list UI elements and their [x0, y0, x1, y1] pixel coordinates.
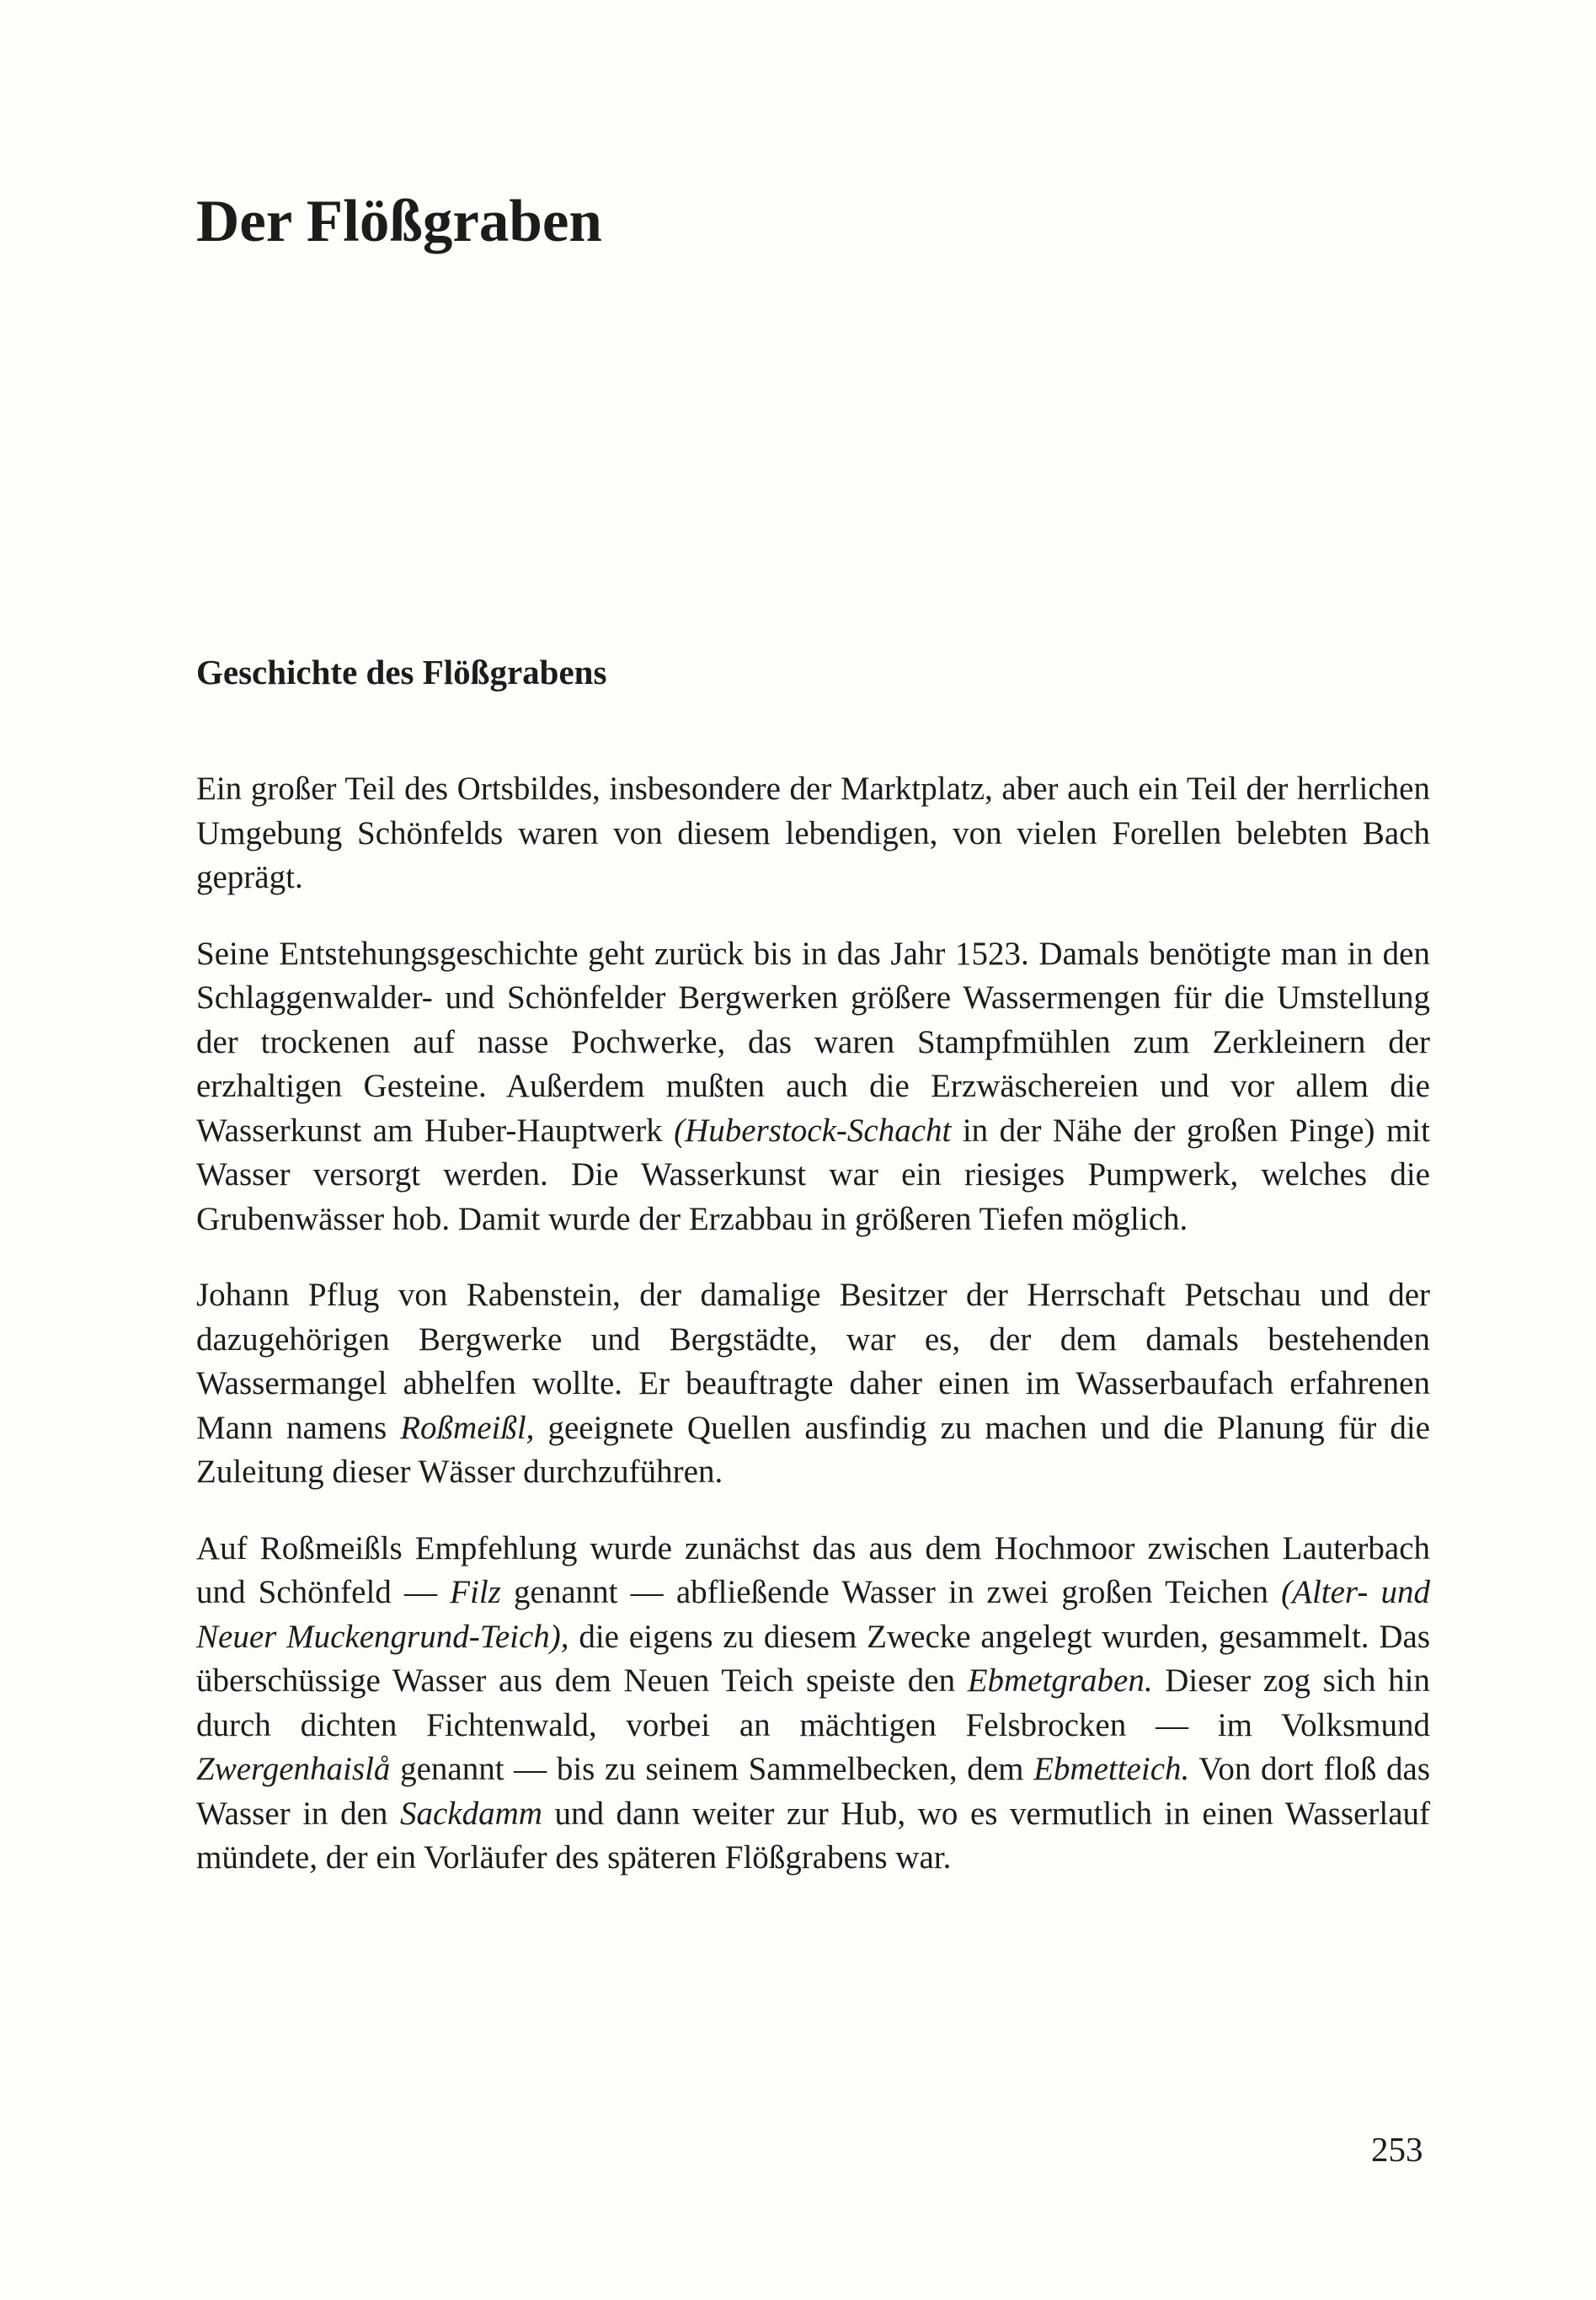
- italic-term: (Huberstock-Schacht: [674, 1112, 952, 1149]
- page-number: 253: [1371, 2130, 1423, 2169]
- paragraph-1: [196, 767, 1430, 900]
- paragraph-2: [196, 932, 1430, 1242]
- text-run: genannt — bis zu seinem Sammelbecken, dem: [390, 1751, 1034, 1787]
- page-title: Der Flößgraben: [196, 189, 602, 254]
- text-run: Johann Pflug von Rabenstein, der damalige Besitzer der Herrschaft Petschau und der dazugehörigen Bergwerke und Bergstädte, war es, der dem damals bestehenden Wassermangel abhelfen wollte. Er beauftragte daher einen im Wasserbaufach erfahrenen Mann namens: [196, 1277, 1430, 1446]
- body-text: [196, 767, 1430, 1913]
- italic-term: Ebmetteich.: [1033, 1751, 1190, 1787]
- italic-term: Ebmetgraben.: [967, 1662, 1153, 1699]
- italic-term: (Alter- und Neuer Muckengrund-Teich),: [196, 1574, 1430, 1655]
- italic-term: Filz: [450, 1574, 501, 1610]
- text-run: und dann weiter zur Hub, wo es vermutlich in einen Wasserlauf mündete, der ein Vorläufer des späteren Flößgrabens war.: [196, 1795, 1430, 1876]
- text-run: Dieser zog sich hin durch dichten Fichtenwald, vorbei an mächtigen Felsbrocken — im Volksmund: [196, 1662, 1430, 1743]
- italic-term: Sackdamm: [399, 1795, 542, 1832]
- italic-term: Zwergenhaislå: [196, 1751, 391, 1787]
- text-run: Seine Entstehungsgeschichte geht zurück bis in das Jahr 1523. Damals benötigte man in den Schlaggenwalder- und Schönfelder Bergwerken größere Wassermengen für die Umstellung der trockenen auf nasse Pochwerke, das waren Stampfmühlen zum Zerkleinern der erzhaltigen Gesteine. Außerdem mußten auch die Erzwäschereien und vor allem die Wasserkunst am Huber-Hauptwerk: [196, 935, 1430, 1149]
- text-run: in der Nähe der großen Pinge) mit Wasser versorgt werden. Die Wasserkunst war ein riesiges Pumpwerk, welches die Grubenwässer hob. Damit wurde der Erzabbau in größeren Tiefen möglich.: [196, 1112, 1430, 1237]
- italic-term: Roßmeißl,: [400, 1409, 535, 1446]
- text-run: die eigens zu diesem Zwecke angelegt wurden, gesammelt. Das überschüssige Wasser aus dem Neuen Teich speiste den: [196, 1618, 1430, 1699]
- text-run: Auf Roßmeißls Empfehlung wurde zunächst das aus dem Hochmoor zwischen Lauterbach und Schönfeld —: [196, 1529, 1430, 1610]
- paragraph-3: [196, 1273, 1430, 1495]
- text-run: Ein großer Teil des Ortsbildes, insbesondere der Marktplatz, aber auch ein Teil der herrlichen Umgebung Schönfelds waren von diesem lebendigen, von vielen Forellen belebten Bach geprägt.: [196, 771, 1430, 895]
- paragraph-4: [196, 1527, 1430, 1881]
- section-heading: Geschichte des Flößgrabens: [196, 653, 607, 691]
- text-run: geeignete Quellen ausfindig zu machen und die Planung für die Zuleitung dieser Wässer durchzuführen.: [196, 1409, 1430, 1490]
- text-run: genannt — abfließende Wasser in zwei großen Teichen: [500, 1574, 1282, 1610]
- text-run: Von dort floß das Wasser in den: [196, 1751, 1430, 1832]
